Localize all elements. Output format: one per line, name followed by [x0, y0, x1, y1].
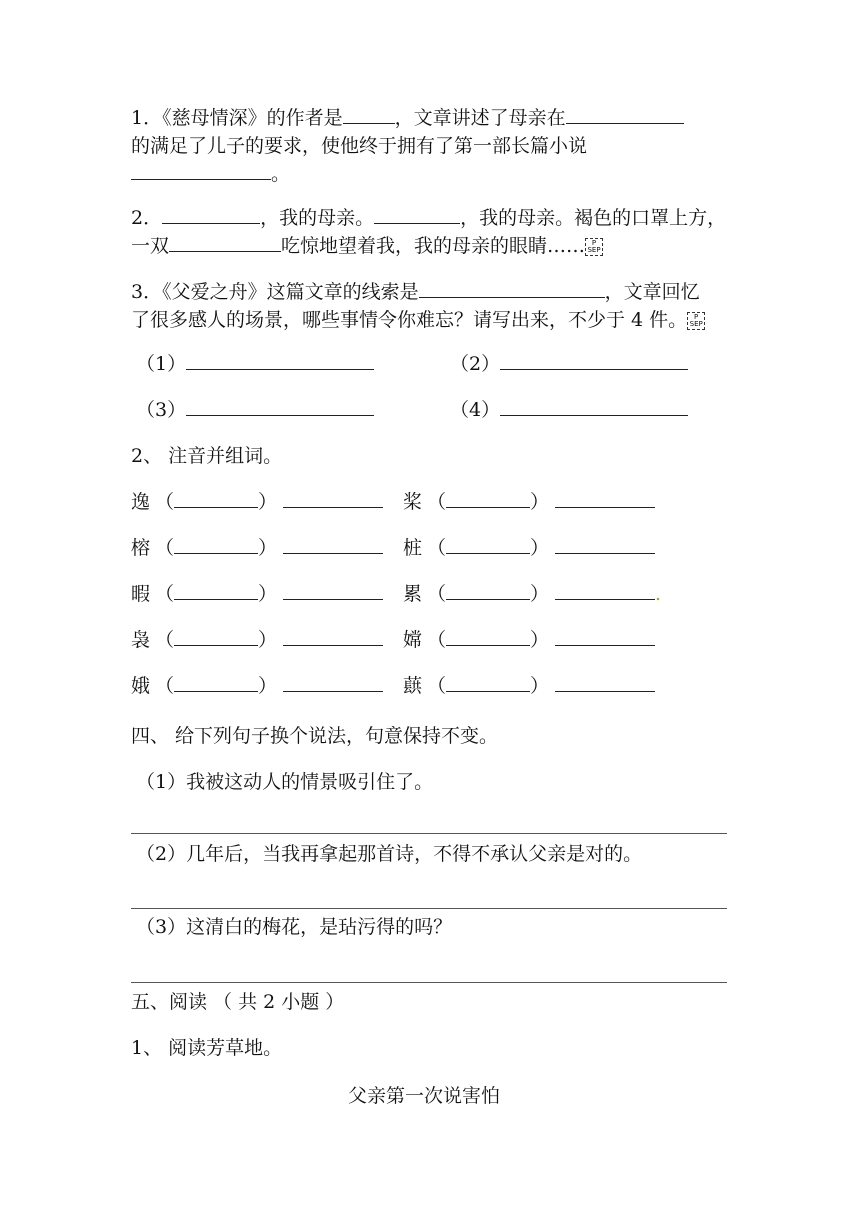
stray-dot: . — [655, 583, 662, 605]
q3-item-2: （2） — [450, 351, 688, 377]
pinyin-blank[interactable] — [446, 489, 530, 508]
q1-end: 。 — [271, 163, 291, 185]
pinyin-row: 蕻 （ ） — [403, 673, 655, 699]
word-blank[interactable] — [283, 489, 383, 508]
q2-blank-2[interactable] — [374, 205, 460, 224]
q2-text-b: ，我的母亲。 — [260, 207, 375, 229]
q2-text-c: ，我的母亲。褐色的口罩上方， — [460, 207, 727, 229]
separator-mark-icon: P SEP — [585, 238, 603, 256]
pinyin-blank[interactable] — [446, 627, 530, 646]
pinyin-row: 累 （ ） . — [403, 583, 662, 605]
word-blank[interactable] — [555, 627, 655, 646]
pinyin-row: 袅 （ ） — [131, 627, 383, 653]
q3-item-3: （3） — [136, 397, 374, 423]
q3-answer-3[interactable] — [186, 397, 374, 416]
pinyin-blank[interactable] — [174, 627, 258, 646]
answer-line-2[interactable] — [131, 908, 727, 909]
q3-answer-4[interactable] — [500, 397, 688, 416]
pinyin-blank[interactable] — [174, 489, 258, 508]
pinyin-blank[interactable] — [446, 581, 530, 600]
pinyin-row: 娥 （ ） — [131, 673, 383, 699]
q2-text-d: 一双 — [131, 235, 170, 257]
q2-line1 — [131, 205, 726, 231]
pinyin-blank[interactable] — [174, 581, 258, 600]
section2-title: 2、 注音并组词。 — [131, 445, 283, 467]
word-blank[interactable] — [555, 581, 655, 600]
q3-item-1: （1） — [136, 351, 374, 377]
q2-blank-3[interactable] — [169, 233, 281, 252]
word-blank[interactable] — [283, 627, 383, 646]
pinyin-row: 桩 （ ） — [403, 535, 655, 561]
answer-line-1[interactable] — [131, 833, 727, 834]
article-title: 父亲第一次说害怕 — [348, 1085, 501, 1107]
section5-title: 五、阅读 （ 共 2 小题 ） — [131, 991, 345, 1013]
q2-line2 — [131, 233, 603, 259]
q1-line1 — [131, 105, 684, 131]
q2-text-e: 吃惊地望着我，我的母亲的眼睛…… — [281, 235, 586, 257]
q1-text-c: 的满足了儿子的要求，使他终于拥有了第一部长篇小说 — [131, 135, 588, 157]
pinyin-blank[interactable] — [446, 535, 530, 554]
sentence-3: （3）这清白的梅花，是玷污得的吗？ — [136, 916, 453, 938]
q1-text-a: 1．《慈母情深》的作者是 — [131, 107, 343, 129]
answer-line-3[interactable] — [131, 982, 727, 983]
q3-clue-blank[interactable] — [419, 279, 605, 298]
word-blank[interactable] — [555, 489, 655, 508]
pinyin-blank[interactable] — [446, 673, 530, 692]
pinyin-row: 暇 （ ） — [131, 581, 383, 607]
q1-novel-blank[interactable] — [131, 161, 271, 180]
q2-text-a: 2． — [131, 207, 163, 229]
pinyin-row: 桨 （ ） — [403, 489, 655, 515]
pinyin-blank[interactable] — [174, 535, 258, 554]
word-blank[interactable] — [283, 581, 383, 600]
pinyin-blank[interactable] — [174, 673, 258, 692]
section4-title: 四、 给下列句子换个说法，句意保持不变。 — [131, 725, 499, 747]
q3-answer-2[interactable] — [500, 351, 688, 370]
q1-line2 — [131, 133, 587, 159]
q3-text-b: ，文章回忆 — [604, 281, 700, 303]
q3-line2 — [131, 307, 705, 333]
word-blank[interactable] — [283, 535, 383, 554]
q3-answer-1[interactable] — [186, 351, 374, 370]
q2-blank-1[interactable] — [162, 205, 260, 224]
q1-text-b: ，文章讲述了母亲在 — [394, 107, 566, 129]
q1-mother-blank[interactable] — [566, 105, 684, 124]
q3-line1 — [131, 279, 700, 305]
q1-author-blank[interactable] — [343, 105, 395, 124]
q3-item-4: （4） — [450, 397, 688, 423]
word-blank[interactable] — [283, 673, 383, 692]
sentence-1: （1）我被这动人的情景吸引住了。 — [136, 771, 434, 793]
pinyin-row: 逸 （ ） — [131, 489, 383, 515]
q3-text-c: 了很多感人的场景，哪些事情令你难忘？请写出来，不少于 4 件。 — [131, 309, 688, 331]
pinyin-row: 嫦 （ ） — [403, 627, 655, 653]
q3-text-a: 3．《父爱之舟》这篇文章的线索是 — [131, 281, 419, 303]
section5-sub: 1、 阅读芳草地。 — [131, 1037, 283, 1059]
word-blank[interactable] — [555, 535, 655, 554]
pinyin-row: 榕 （ ） — [131, 535, 383, 561]
word-blank[interactable] — [555, 673, 655, 692]
sentence-2: （2）几年后，当我再拿起那首诗，不得不承认父亲是对的。 — [136, 843, 643, 865]
separator-mark-icon: P SEP — [687, 312, 705, 330]
q1-line3 — [131, 161, 290, 187]
